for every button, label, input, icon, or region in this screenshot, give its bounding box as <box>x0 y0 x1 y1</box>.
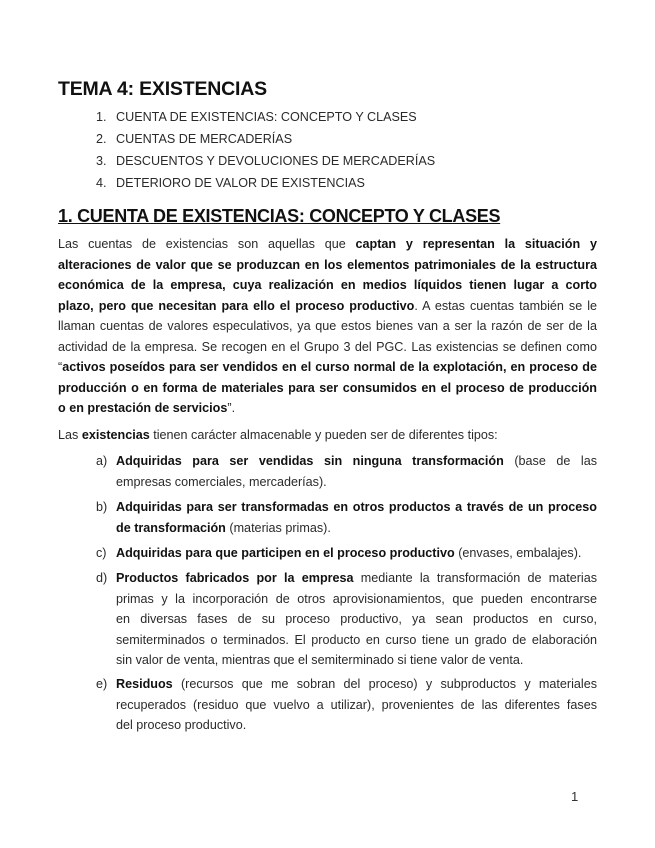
toc-item: 3. DESCUENTOS Y DEVOLUCIONES DE MERCADERÍAS <box>96 154 436 168</box>
list-item: b) Adquiridas para ser transformadas en otros productos a través de un proceso de transformación (materias primas). <box>96 497 597 538</box>
page-title: TEMA 4: EXISTENCIAS <box>58 78 267 100</box>
list-item: a) Adquiridas para ser vendidas sin ninguna transformación (base de las empresas comerciales, mercaderías). <box>96 451 597 492</box>
list-item: e) Residuos (recursos que me sobran del proceso) y subproductos y materiales recuperados (residuo que vuelvo a utilizar), provenientes de las diferentes fases del proceso productivo. <box>96 674 597 736</box>
list-marker: e) <box>96 677 108 691</box>
list-item: c) Adquiridas para que participen en el proceso productivo (envases, embalajes). <box>96 543 597 564</box>
types-intro-paragraph: Las existencias tienen carácter almacenable y pueden ser de diferentes tipos: <box>58 428 498 442</box>
list-marker: a) <box>96 454 108 468</box>
list-item: d) Productos fabricados por la empresa mediante la transformación de materias primas y la incorporación de otros aprovisionamientos, que pueden encontrarse en diversas fases de su proceso productivo, ya sean productos en curso, semiterminados o terminados. El producto en curso tiene un grado de elaboración sin valor de venta, mientras que el semiterminado si tiene valor de venta. <box>96 568 597 671</box>
toc-item: 4. DETERIORO DE VALOR DE EXISTENCIAS <box>96 176 365 190</box>
list-marker: d) <box>96 571 108 585</box>
section-heading: 1. CUENTA DE EXISTENCIAS: CONCEPTO Y CLASES <box>58 206 501 226</box>
list-marker: b) <box>96 500 108 514</box>
definition-paragraph: Las cuentas de existencias son aquellas que captan y representan la situación y alteraciones de valor que se produzcan en los elementos patrimoniales de la estructura económica de la empresa, cuya realización en medios líquidos tienen lugar a corto plazo, pero que necesitan para ello el proceso productivo. A estas cuentas también se le llaman cuentas de valores especulativos, ya que estos bienes van a ser la razón de ser de la actividad de la empresa. Se recogen en el Grupo 3 del PGC. Las existencias se definen como “activos poseídos para ser vendidos en el curso normal de la explotación, en proceso de producción o en forma de materiales para ser consumidos en el proceso de producción o en prestación de servicios”. <box>58 237 598 415</box>
table-of-contents <box>96 108 435 196</box>
toc-item: 2. CUENTAS DE MERCADERÍAS <box>96 132 293 146</box>
toc-item: 1. CUENTA DE EXISTENCIAS: CONCEPTO Y CLASES <box>96 110 417 124</box>
page-number: 1 <box>571 789 579 804</box>
list-marker: c) <box>96 546 107 560</box>
